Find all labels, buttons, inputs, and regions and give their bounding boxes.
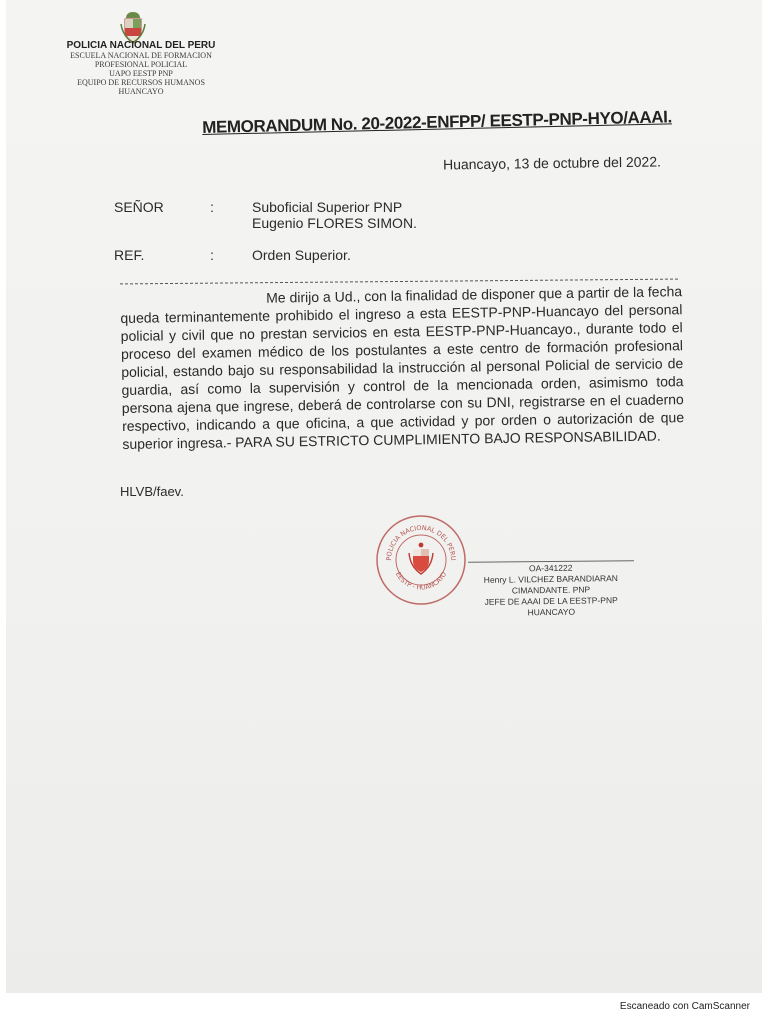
ref-row <box>114 247 614 267</box>
letterhead-line: PROFESIONAL POLICIAL <box>94 60 188 69</box>
memo-date: Huancayo, 13 de octubre del 2022. <box>442 153 662 173</box>
recipient-line1: Suboficial Superior PNP <box>252 199 403 215</box>
memo-initials: HLVB/faev. <box>120 484 184 499</box>
letterhead-org: POLICIA NACIONAL DEL PERU <box>66 40 216 51</box>
official-seal <box>374 513 468 607</box>
scanner-watermark: Escaneado con CamScanner <box>619 1001 750 1012</box>
signature-block <box>462 562 641 619</box>
ref-colon: : <box>210 247 214 263</box>
signature-name: Henry L. VILCHEZ BARANDIARAN <box>483 573 618 585</box>
coat-of-arms-icon <box>118 10 148 44</box>
letterhead <box>46 40 236 96</box>
letterhead-line: HUANCAYO <box>118 87 164 96</box>
document-page <box>6 0 762 993</box>
ref-value: Orden Superior. <box>252 247 351 263</box>
seal-text-top: POLICIA NACIONAL DEL PERU <box>384 523 458 561</box>
seal-shield-icon <box>409 543 433 574</box>
signature-code: OA-341222 <box>528 562 573 574</box>
recipient-line2: Eugenio FLORES SIMON. <box>252 215 417 231</box>
scanner-footer <box>0 993 768 1024</box>
memo-title: MEMORANDUM No. 20-2022-ENFPP/ EESTP-PNP-HYO/AAAI. <box>202 107 673 137</box>
letterhead-line: UAPO EESTP PNP <box>109 69 173 78</box>
senor-colon: : <box>210 199 214 215</box>
seal-text-bottom: EESTP - HUANCAYO <box>393 570 449 592</box>
senor-label: SEÑOR <box>114 199 164 215</box>
letterhead-line: EQUIPO DE RECURSOS HUMANOS <box>77 78 205 87</box>
signature-role: JEFE DE AAAI DE LA EESTP-PNP HUANCAYO <box>484 595 618 618</box>
ref-label: REF. <box>114 247 145 263</box>
memo-body: Me dirijo a Ud., con la finalidad de disponer que a partir de la fecha queda terminantemente prohibido el ingreso a esta EESTP-PNP-Huancayo del personal policial y civil que no prestan servicios en esta EESTP-PNP-Huancayo., durante todo el proceso del examen médico de los postulantes a este centro de formación profesional policial, estando bajo su responsabilidad la instrucción al personal Policial de servicio de guardia, así como la supervisión y control de la mencionada orden, asimismo toda persona ajena que ingrese, deberá de controlarse con su DNI, registrarse en el cuaderno respectivo, indicando a que oficina, a que actividad y por orden o autorización de que superior ingresa.- PARA SU ESTRICTO CUMPLIMIENTO BAJO RESPONSABILIDAD. <box>120 283 685 452</box>
letterhead-line: ESCUELA NACIONAL DE FORMACION <box>70 51 212 60</box>
signature-rank: CIMANDANTE. PNP <box>511 584 591 596</box>
recipient-row <box>114 199 614 239</box>
